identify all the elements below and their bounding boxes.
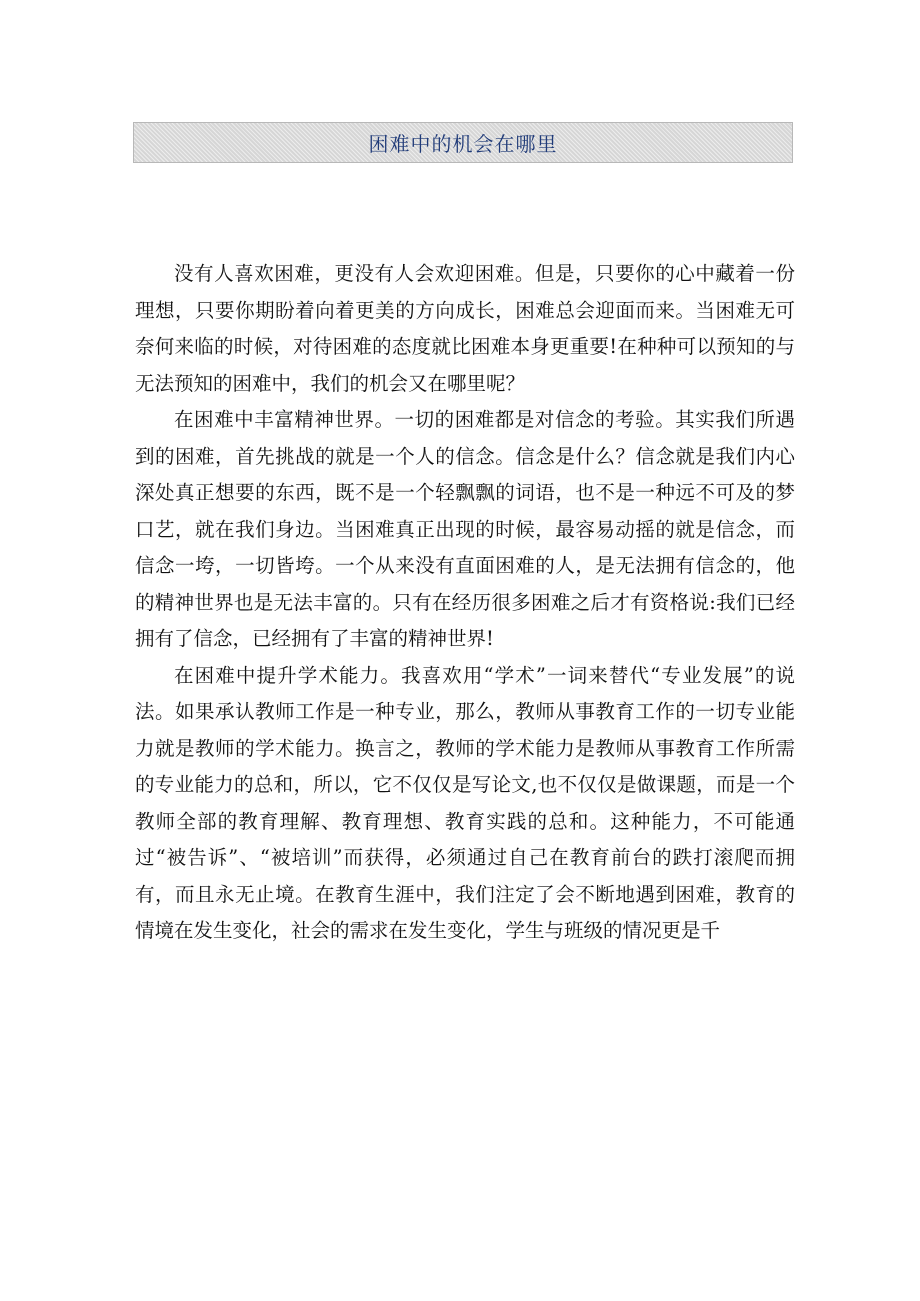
paragraph-intro: 没有人喜欢困难，更没有人会欢迎困难。但是，只要你的心中藏着一份理想，只要你期盼着向着更美的方向成长，困难总会迎面而来。当困难无可奈何来临的时候，对待困难的态度就比困难本身更重要!在种种可以预知的与无法预知的困难中，我们的机会又在哪里呢？: [135, 262, 795, 395]
document-title: 困难中的机会在哪里: [368, 132, 558, 156]
document-body: [135, 256, 795, 950]
title-banner: [133, 122, 793, 163]
paragraph-spiritual-world: 在困难中丰富精神世界。一切的困难都是对信念的考验。其实我们所遇到的困难，首先挑战的就是一个人的信念。信念是什么？信念就是我们内心深处真正想要的东西，既不是一个轻飘飘的词语，也不是一种远不可及的梦口艺，就在我们身边。当困难真正出现的时候，最容易动摇的就是信念，而信念一垮，一切皆垮。一个从来没有直面困难的人，是无法拥有信念的，他的精神世界也是无法丰富的。只有在经历很多困难之后才有资格说:我们已经拥有了信念，已经拥有了丰富的精神世界!: [135, 408, 795, 650]
paragraph-academic-ability: 在困难中提升学术能力。我喜欢用“学术”一词来替代“专业发展”的说法。如果承认教师工作是一种专业，那么，教师从事教育工作的一切专业能力就是教师的学术能力。换言之，教师的学术能力是教师从事教育工作所需的专业能力的总和，所以，它不仅仅是写论文,也不仅仅是做课题，而是一个教师全部的教育理解、教育理想、教育实践的总和。这种能力，不可能通过“被告诉”、“被培训”而获得，必须通过自己在教育前台的跌打滚爬而拥有，而且永无止境。在教育生涯中，我们注定了会不断地遇到困难，教育的情境在发生变化，社会的需求在发生变化，学生与班级的情况更是千: [135, 663, 795, 942]
